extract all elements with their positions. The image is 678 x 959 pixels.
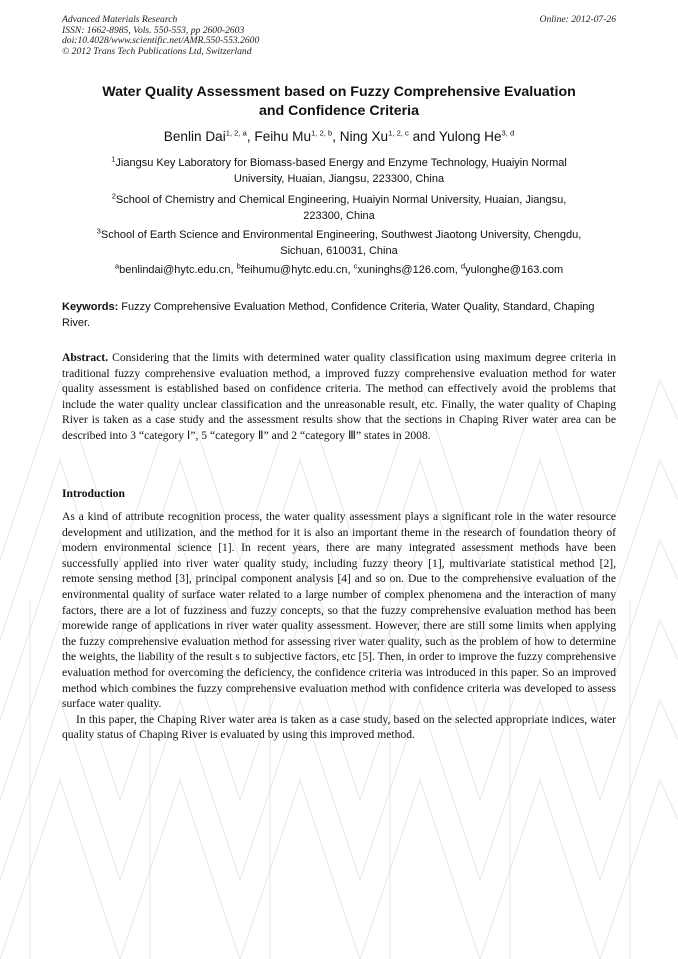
author-list (62, 128, 616, 146)
affiliation-3 (62, 227, 616, 259)
affiliation-line: School of Chemistry and Chemical Engineering, Huaiyin Normal University, Huaian, Jiangsu, (115, 194, 567, 206)
abstract-text: Considering that the limits with determined water quality classification using maximum degree criteria in traditional fuzzy comprehensive evaluation method, a improved fuzzy comprehensive evaluation method for water quality assessment is established based on confidence criteria. The method can effectively avoid the problems that include the water quality unclear classification and the unreasonable result, etc. Finally, the water quality of Chaping River is taken as a case study and the assessment results show that the sections in Chaping River water area can be described into 3 “category Ⅰ”, 5 “category Ⅱ” and 2 “category Ⅲ” states in 2008. (62, 351, 616, 442)
paper-title (62, 83, 616, 121)
journal-name: Advanced Materials Research (62, 14, 178, 25)
affiliation-sup: 3 (96, 226, 101, 236)
email-address[interactable]: yulonghe@163.com (465, 264, 564, 276)
author-sep: , (332, 129, 340, 144)
title-line-1: Water Quality Assessment based on Fuzzy Comprehensive Evaluation (102, 84, 576, 100)
email-address[interactable]: benlindai@hytc.edu.cn (119, 264, 231, 276)
online-date: Online: 2012-07-26 (539, 14, 616, 25)
intro-paragraph-2: In this paper, the Chaping River water area is taken as a case study, based on the selected appropriate indices, water quality status of Chaping River is evaluated by using this improved method. (62, 712, 616, 742)
title-line-2: and Confidence Criteria (258, 103, 420, 119)
keywords-text: Fuzzy Comprehensive Evaluation Method, Confidence Criteria, Water Quality, Standard, Chaping River. (62, 301, 595, 329)
introduction-body (62, 509, 616, 743)
author-sup: 1, 2, b (311, 128, 333, 138)
email-sup: a (114, 261, 120, 271)
intro-paragraph-1: As a kind of attribute recognition process, the water quality assessment plays a significant role in the water resource development and utilization, and the method for it is also an important theme in the research of foundation theory of modern environmental science [1]. In recent years, there are many integrated assessment methods have been successfully applied into river water quality study, including fuzzy theory [1], multivariate statistical method [2], remote sensing method [3], principal component analysis [4] and so on. Due to the comprehensive evaluation of the environmental quality of surface water related to a large number of complex phenomena and the interaction of many factors, there are a lot of fuzziness and fuzzy concepts, so that the fuzzy comprehensive evaluation method has been morewide range of applications in river water quality assessment. However, there are still some limits when applying the fuzzy comprehensive evaluation method for assessing river water quality, such as the problem of how to determine the weights, the liability of the result s to subjective factors, etc [5]. Then, in order to improve the fuzzy comprehensive evaluation method for overcoming the deficiency, the confidence criteria was introduced in this paper. So an improved method which combines the fuzzy comprehensive evaluation method with confidence criteria was developed to assess surface water quality. (62, 510, 616, 711)
copyright-line: © 2012 Trans Tech Publications Ltd, Switzerland (62, 45, 252, 57)
author-name: Feihu Mu (254, 129, 312, 144)
section-heading-introduction: Introduction (62, 487, 125, 500)
affiliation-sup: 2 (111, 191, 116, 201)
author-sup: 1, 2, a (225, 128, 247, 138)
affiliation-1 (62, 155, 616, 187)
author-sup: 3, d (501, 128, 515, 138)
affiliation-line: School of Earth Science and Environmental Engineering, Southwest Jiaotong University, Chengdu, (100, 229, 582, 241)
email-address[interactable]: xuninghs@126.com (357, 264, 455, 276)
email-sup: d (460, 261, 466, 271)
journal-header (62, 15, 616, 57)
affiliation-line: University, Huaian, Jiangsu, 223300, China (233, 173, 445, 185)
issn-line: ISSN: 1662-8985, Vols. 550-553, pp 2600-2603 (62, 24, 245, 36)
email-list: $^a$benlindai@hytc.edu.cn, $^b$feihumu@hytc.edu.cn, $^c$xuninghs@126.com, $^d$yulonghe@163.com (114, 261, 564, 276)
author-sep: and (408, 129, 439, 144)
author-sep: , (246, 129, 255, 144)
doi-line: doi:10.4028/www.scientific.net/AMR.550-553.2600 (62, 35, 260, 47)
affiliation-sup: 1 (111, 154, 116, 164)
email-sup: b (236, 261, 241, 271)
affiliation-line: Sichuan, 610031, China (280, 245, 398, 257)
keywords (62, 299, 616, 331)
abstract-label: Abstract. (62, 351, 109, 364)
keywords-label: Keywords: (62, 301, 119, 313)
author-name: Yulong He (438, 129, 502, 144)
author-sup: 1, 2, c (388, 128, 409, 138)
affiliation-2 (62, 192, 616, 224)
email-sup: c (353, 261, 358, 271)
abstract (62, 350, 616, 444)
affiliation-line: 223300, China (303, 210, 375, 222)
author-name: Ning Xu (339, 129, 389, 144)
email-address[interactable]: feihumu@hytc.edu.cn (240, 264, 348, 276)
author-name: Benlin Dai (163, 129, 226, 144)
affiliation-line: Jiangsu Key Laboratory for Biomass-based Energy and Enzyme Technology, Huaiyin Normal (115, 157, 567, 169)
